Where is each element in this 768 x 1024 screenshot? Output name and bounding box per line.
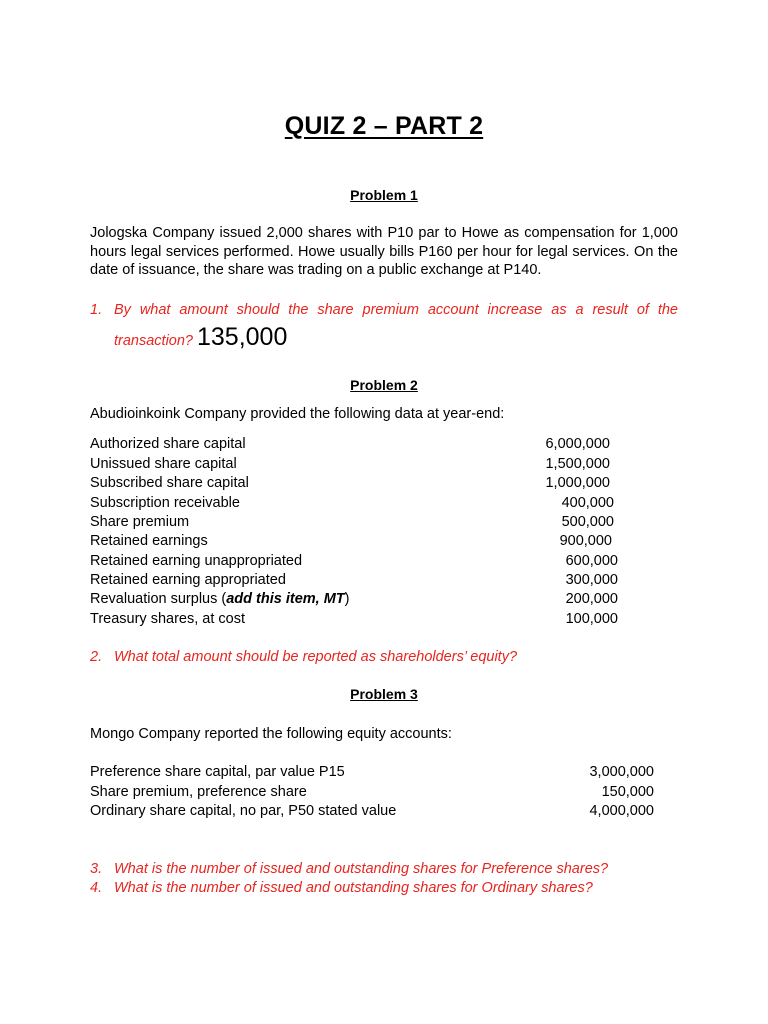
account-row-label: Share premium, preference share — [90, 783, 307, 800]
equity-row — [90, 553, 678, 572]
equity-row — [90, 611, 678, 630]
equity-row-label: Subscription receivable — [90, 494, 240, 511]
problem-1-heading: Problem 1 — [350, 187, 418, 203]
equity-row-label: Share premium — [90, 514, 190, 530]
equity-row — [90, 495, 678, 514]
equity-row-label: Retained earning appropriated — [90, 572, 286, 588]
question-1-answer: 135,000 — [197, 323, 288, 351]
equity-row-revaluation — [90, 591, 678, 610]
question-3 — [90, 860, 678, 879]
problem-2-heading: Problem 2 — [350, 377, 418, 393]
account-row-value: 150,000 — [601, 783, 654, 800]
quiz-title: QUIZ 2 – PART 2 — [284, 112, 484, 140]
question-1-line1 — [90, 301, 678, 320]
question-1-text: By what amount should the share premium account increase as a result of the — [114, 302, 678, 318]
problem-2-intro: Abudioinkoink Company provided the following data at year-end: — [90, 406, 505, 422]
equity-row-value: 900,000 — [559, 533, 612, 549]
account-row-label: Ordinary share capital, no par, P50 stated value — [90, 803, 397, 819]
equity-row — [90, 533, 678, 552]
equity-row-value: 600,000 — [565, 552, 618, 569]
question-1-line2 — [90, 323, 678, 351]
question-3-number: 3. — [90, 861, 103, 877]
account-row-value: 3,000,000 — [589, 764, 654, 780]
equity-row-label: Treasury shares, at cost — [90, 610, 245, 627]
problem-3-heading: Problem 3 — [350, 686, 418, 702]
equity-row-value: 1,000,000 — [545, 475, 610, 491]
equity-row-label-suffix: ) — [344, 591, 350, 607]
question-2-number: 2. — [90, 649, 103, 665]
equity-row-label: Retained earnings — [90, 533, 208, 549]
equity-row-value: 400,000 — [561, 494, 614, 511]
equity-row-label-emphasis: add this item, MT — [226, 591, 345, 607]
equity-row-label: Unissued share capital — [90, 455, 237, 472]
equity-row-value: 100,000 — [565, 610, 618, 627]
equity-row-label: Authorized share capital — [90, 436, 246, 452]
equity-row-label: Subscribed share capital — [90, 475, 249, 491]
equity-row-value: 1,500,000 — [545, 455, 610, 472]
equity-row — [90, 456, 678, 475]
question-4 — [90, 879, 678, 898]
question-1-text-cont: transaction? — [114, 333, 193, 349]
question-4-text: What is the number of issued and outstanding shares for Ordinary shares? — [114, 880, 593, 896]
question-2 — [90, 648, 678, 667]
account-row — [90, 784, 678, 803]
account-row-label: Preference share capital, par value P15 — [90, 764, 345, 780]
question-3-text: What is the number of issued and outstanding shares for Preference shares? — [114, 861, 609, 877]
account-row-value: 4,000,000 — [589, 803, 654, 819]
problem-3-intro: Mongo Company reported the following equity accounts: — [90, 726, 452, 742]
question-1 — [90, 301, 678, 351]
account-row — [90, 764, 678, 783]
question-2-text: What total amount should be reported as shareholders’ equity? — [114, 649, 518, 665]
equity-row-value: 300,000 — [565, 572, 618, 588]
equity-row — [90, 572, 678, 591]
problem-1-paragraph: Jologska Company issued 2,000 shares with P10 par to Howe as compensation for 1,000 hours legal services performed. Howe usually bills P160 per hour for legal services. On the date of issuance, the share was trading on a public exchange at P140. — [90, 225, 678, 278]
equity-row — [90, 475, 678, 494]
equity-row-value: 6,000,000 — [545, 436, 610, 452]
question-1-number: 1. — [90, 302, 103, 318]
equity-row-label: Retained earning unappropriated — [90, 552, 303, 569]
equity-row-value: 500,000 — [561, 514, 614, 530]
equity-row — [90, 436, 678, 455]
equity-row-label — [90, 591, 349, 607]
account-row — [90, 803, 678, 822]
equity-row-label-prefix: Revaluation surplus ( — [90, 591, 227, 607]
equity-row-value: 200,000 — [565, 591, 618, 607]
equity-row — [90, 514, 678, 533]
question-4-number: 4. — [90, 880, 103, 896]
